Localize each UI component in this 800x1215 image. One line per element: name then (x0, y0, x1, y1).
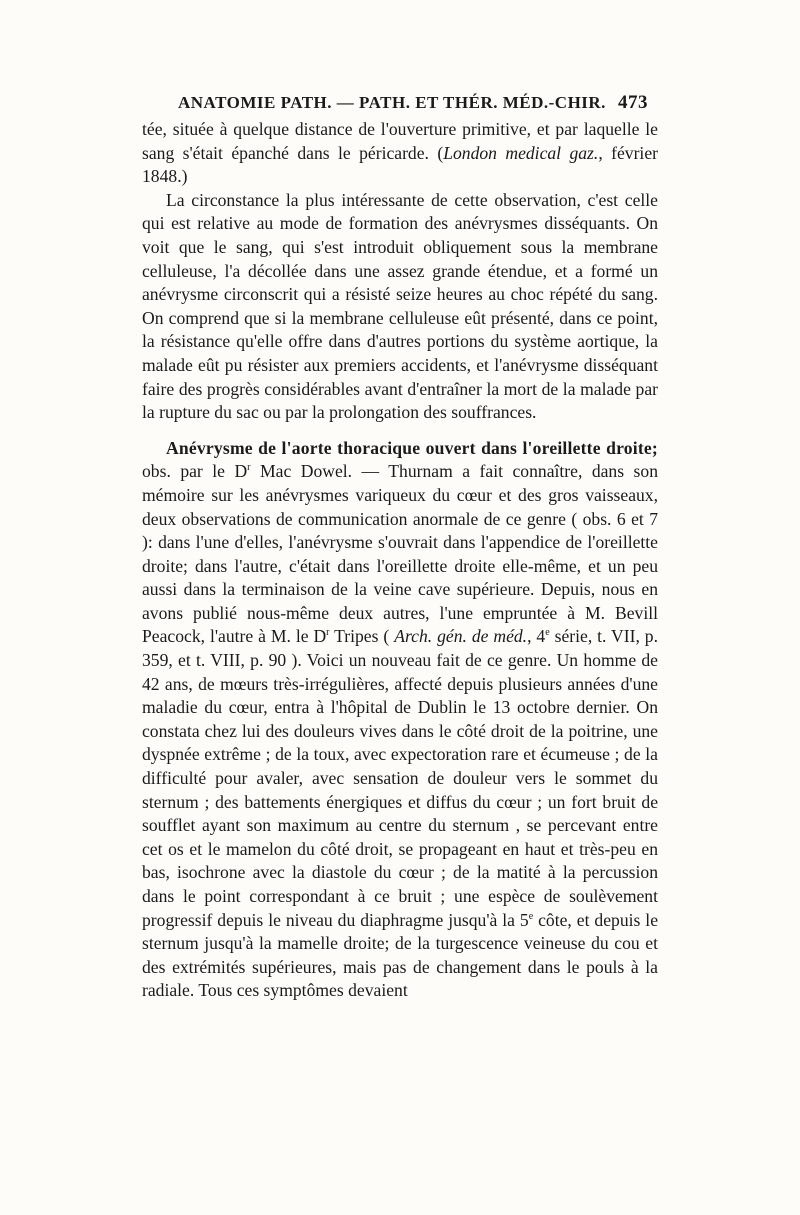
section-text: Tripes ( (329, 626, 395, 647)
section-text: Mac Dowel. — Thurnam a fait connaître, dans son mémoire sur les anévrysmes variqueux du cœur et des gros vaisseaux, deux observations de communication anormale de ce genre ( obs. 6 et 7 ): dans l'une d'elles, l'anévrysme s'ouvrait dans l'appendice de l'oreillette droite; dans l'autre, c'était dans l'oreillette droite elle-même, et un peu aussi dans la terminaison de la veine cave supérieure. Depuis, nous en avons publié nous-même deux autres, l'une empruntée à M. Bevill Peacock, l'autre à M. le D (142, 461, 659, 647)
superscript: e (545, 627, 550, 639)
page-number: 473 (618, 92, 648, 113)
paragraph-commentary: La circonstance la plus intéressante de cette observation, c'est celle qui est relative au mode de formation des anévrysmes disséquants. On voit que le sang, qui s'est introduit obliquement sous la membrane celluleuse, l'a décollée dans une assez grande étendue, et a formé un anévrysme circonscrit qui a résisté seize heures au choc répété du sang. On comprend que si la membrane celluleuse eût présenté, dans ce point, la résistance qu'elle offre dans d'autres portions du système aortique, la malade eût pu résister aux premiers accidents, et l'anévrysme disséquant faire des progrès considérables avant d'entraîner la mort de la malade par la rupture du sac ou par la prolongation des souffrances. (142, 189, 658, 423)
section-heading: Anévrysme de l'aorte thoracique ouvert dans l'oreillette droite; (166, 437, 658, 458)
superscript: r (247, 462, 251, 474)
section-text: côte, et depuis le sternum jusqu'à la mamelle droite; de la turgescence veineuse du cou et des extrémités supérieures, mais pas de changement dans le pouls à la radiale. Tous ces symptômes devaient (142, 909, 658, 1001)
paragraph-text: tée, située à quelque distance de l'ouverture primitive, et par laquelle le sang s'était épanché dans le péricarde. ( (142, 119, 658, 163)
section-text: , 4 (527, 626, 546, 647)
superscript: r (326, 627, 330, 639)
running-head-title: ANATOMIE PATH. — PATH. ET THÉR. MÉD.-CHIR. (178, 93, 606, 112)
section-text: obs. par le D (142, 461, 248, 482)
paragraph-continuation (142, 118, 658, 189)
book-page (142, 92, 658, 1003)
journal-citation: Arch. gén. de méd. (394, 626, 528, 647)
section-text: série, t. VII, p. 359, et t. VIII, p. 90 ). Voici un nouveau fait de ce genre. Un homme de 42 ans, de mœurs très-irrégulières, affecté depuis plusieurs années d'une maladie du cœur, entra à l'hôpital de Dublin le 13 octobre dernier. On constata chez lui des douleurs vives dans le côté droit de la poitrine, une dyspnée extrême ; de la toux, avec expectoration rare et écumeuse ; de la difficulté pour avaler, avec sensation de douleur vers le sommet du sternum ; des battements énergiques et diffus du cœur ; un fort bruit de soufflet ayant son maximum au centre du sternum , se percevant entre cet os et le mamelon du côté droit, se propageant en haut et très-peu en bas, isochrone avec la diastole du cœur ; de la matité à la percussion dans le point correspondant à ce bruit ; une espèce de soulèvement progressif depuis le niveau du diaphragme jusqu'à la 5 (142, 626, 659, 930)
paragraph-case-report (142, 437, 658, 1003)
citation-date: , février 1848.) (142, 142, 658, 187)
superscript: e (528, 910, 534, 922)
running-head (178, 92, 648, 114)
journal-citation: London medical gaz. (443, 142, 599, 163)
